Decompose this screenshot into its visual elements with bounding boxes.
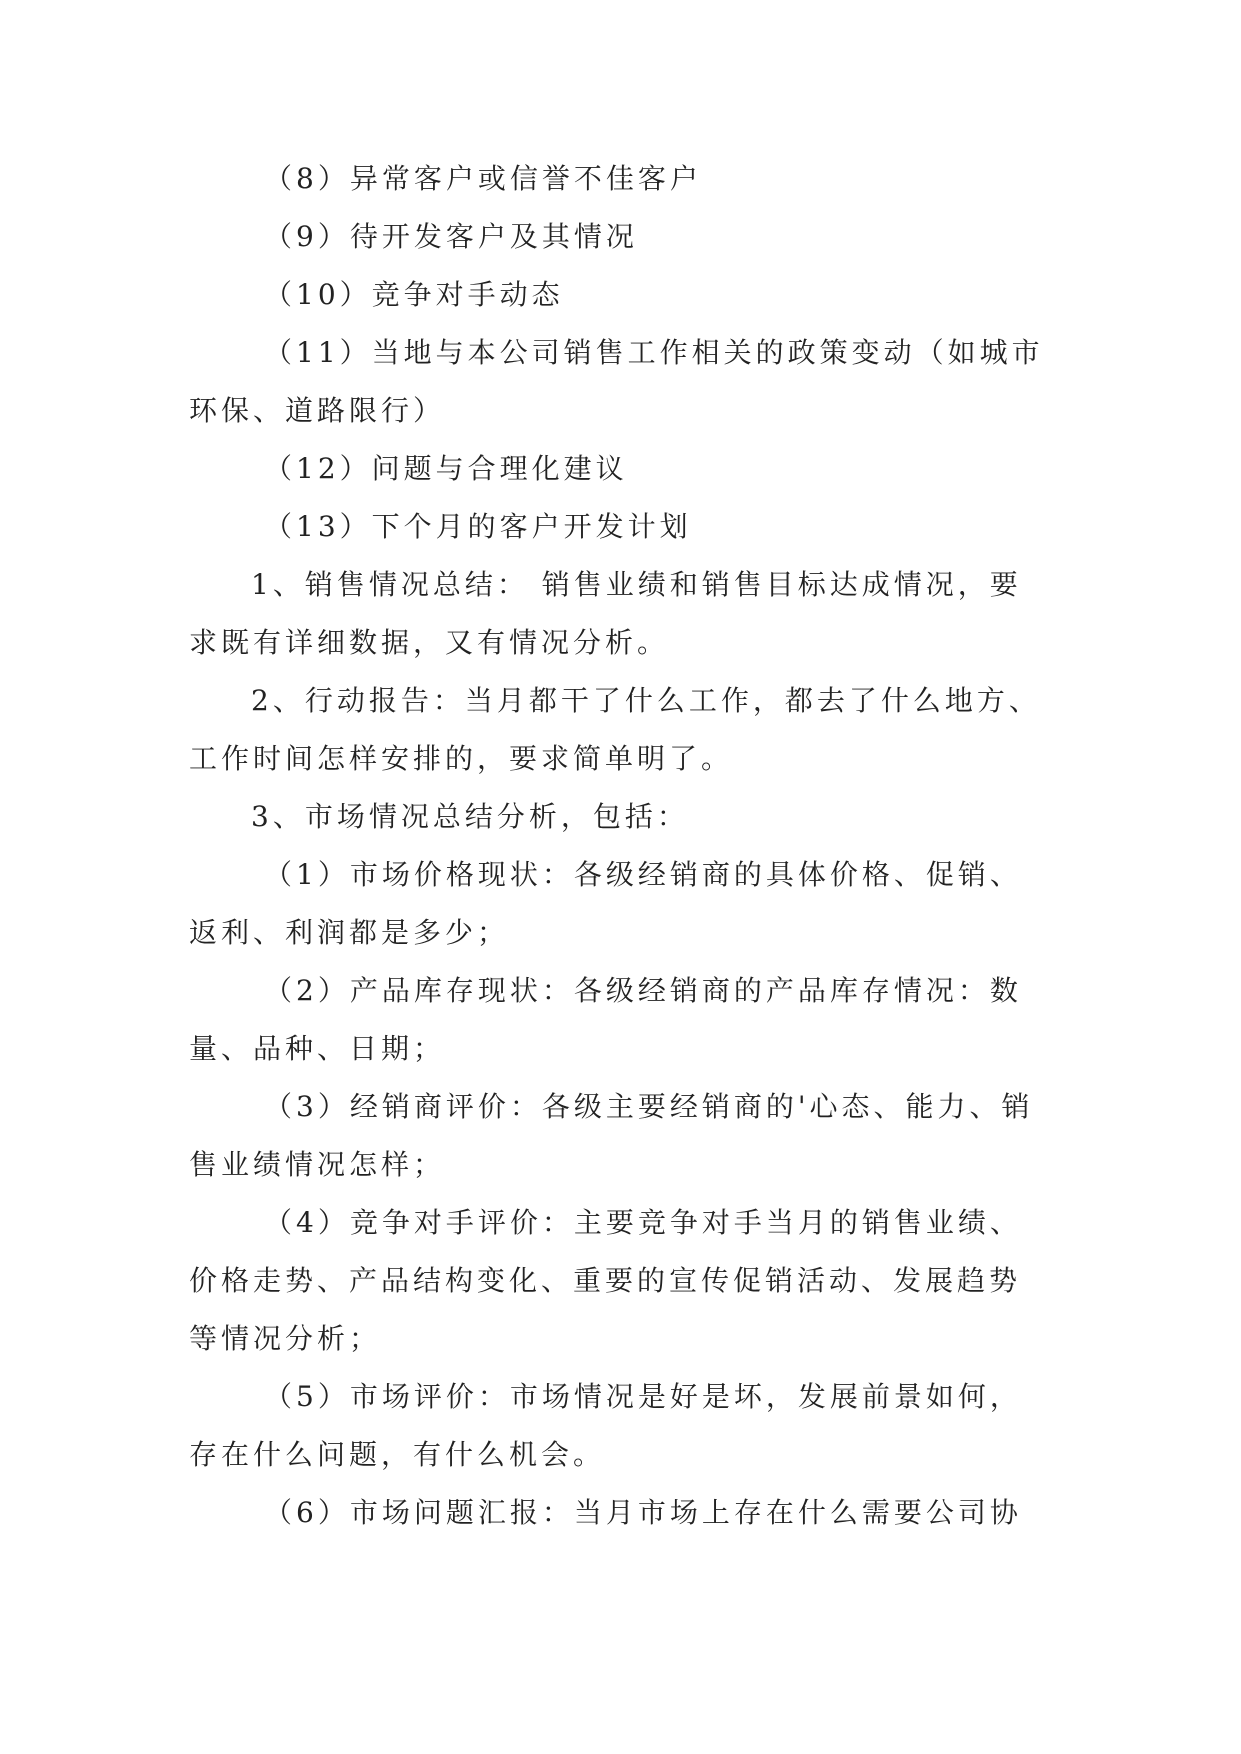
subitem-2-continued: 量、品种、日期； <box>189 1032 446 1065</box>
subitem-5-continued: 存在什么问题，有什么机会。 <box>189 1438 606 1471</box>
subitem-1: （1）市场价格现状：各级经销商的具体价格、促销、 <box>264 858 1022 891</box>
subitem-1-continued: 返利、利润都是多少； <box>189 916 510 949</box>
list-item-11: （11）当地与本公司销售工作相关的政策变动（如城市 <box>264 336 1044 369</box>
section-3-heading: 3、市场情况总结分析，包括： <box>251 800 689 833</box>
section-2-continued: 工作时间怎样安排的，要求简单明了。 <box>189 742 734 775</box>
list-item-12: （12）问题与合理化建议 <box>264 452 628 485</box>
subitem-6: （6）市场问题汇报：当月市场上存在什么需要公司协 <box>264 1496 1022 1529</box>
subitem-4: （4）竞争对手评价：主要竞争对手当月的销售业绩、 <box>264 1206 1022 1239</box>
list-item-10: （10）竞争对手动态 <box>264 278 564 311</box>
section-1-heading: 1、销售情况总结： 销售业绩和销售目标达成情况，要 <box>251 568 1022 601</box>
subitem-4-continued-2: 等情况分析； <box>189 1322 382 1355</box>
list-item-8: （8）异常客户或信誉不佳客户 <box>264 162 702 195</box>
document-body <box>189 150 1069 1542</box>
section-1-continued: 求既有详细数据，又有情况分析。 <box>189 626 670 659</box>
subitem-3-continued: 售业绩情况怎样； <box>189 1148 446 1181</box>
subitem-3: （3）经销商评价：各级主要经销商的'心态、能力、销 <box>264 1090 1034 1123</box>
subitem-4-continued-1: 价格走势、产品结构变化、重要的宣传促销活动、发展趋势 <box>189 1264 1022 1297</box>
list-item-9: （9）待开发客户及其情况 <box>264 220 638 253</box>
subitem-2: （2）产品库存现状：各级经销商的产品库存情况：数 <box>264 974 1022 1007</box>
list-item-11-continued: 环保、道路限行） <box>189 394 446 427</box>
list-item-13: （13）下个月的客户开发计划 <box>264 510 692 543</box>
subitem-5: （5）市场评价：市场情况是好是坏，发展前景如何， <box>264 1380 1022 1413</box>
section-2-heading: 2、行动报告：当月都干了什么工作，都去了什么地方、 <box>251 684 1041 717</box>
